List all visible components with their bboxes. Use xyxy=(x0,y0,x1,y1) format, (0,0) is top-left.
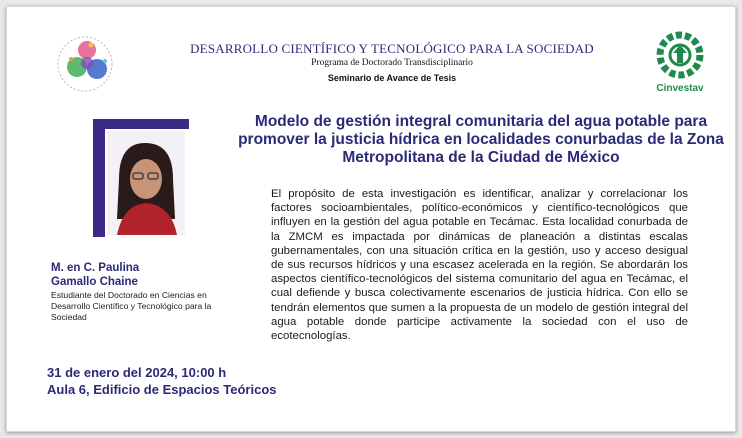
program-subtitle: Programa de Doctorado Transdisciplinario xyxy=(311,58,473,68)
cinvestav-label: Cinvestav xyxy=(656,83,704,94)
seminar-flyer xyxy=(6,6,736,432)
program-title: DESARROLLO CIENTÍFICO Y TECNOLÓGICO PARA LA SOCIEDAD xyxy=(190,41,594,56)
speaker-description: Estudiante del Doctorado en Ciencias en Desarrollo Científico y Tecnológico para la Sociedad xyxy=(51,290,212,322)
seminar-label: Seminario de Avance de Tesis xyxy=(327,73,457,83)
program-logo-icon xyxy=(51,33,119,95)
event-date: 31 de enero del 2024, 10:00 h xyxy=(47,365,227,380)
cinvestav-gear-icon xyxy=(645,31,715,83)
talk-title: Modelo de gestión integral comunitaria del agua potable para promover la justicia hídrica en localidades conurbadas de la Zona Metropolitana de la Ciudad de México xyxy=(238,113,724,166)
event-place: Aula 6, Edificio de Espacios Teóricos xyxy=(47,382,277,397)
speaker-name-line2: Gamallo Chaine xyxy=(51,276,138,288)
speaker-name xyxy=(51,261,201,289)
speaker-photo xyxy=(93,119,189,237)
cinvestav-logo xyxy=(645,31,715,97)
abstract-text: El propósito de esta investigación es identificar, analizar y correlacionar los factores socioambientales, político-económicos y científico-tecnológicos que influyen en la gestión del agua potable en Tecámac. Esta localidad conurbada de la ZMCM es impactada por dinámicas de planeación a distintas escalas gubernamentales, con una situación crítica en la gestión, uso y acceso desigual de sus recursos hídricos y una escasez acelerada en la región. Se abordarán los aspectos científico-tecnológicos del sistema comunitario del agua en Tecámac, el cual defiende y busca colectivamente escenarios de justicia hídrica. Con ello se tendrán elementos que sumen a la propuesta de un modelo de gestión integral del agua potable donde participe activamente la sociedad con el uso de ecotecnologías. xyxy=(271,188,688,343)
speaker-name-line1: M. en C. Paulina xyxy=(51,262,140,274)
